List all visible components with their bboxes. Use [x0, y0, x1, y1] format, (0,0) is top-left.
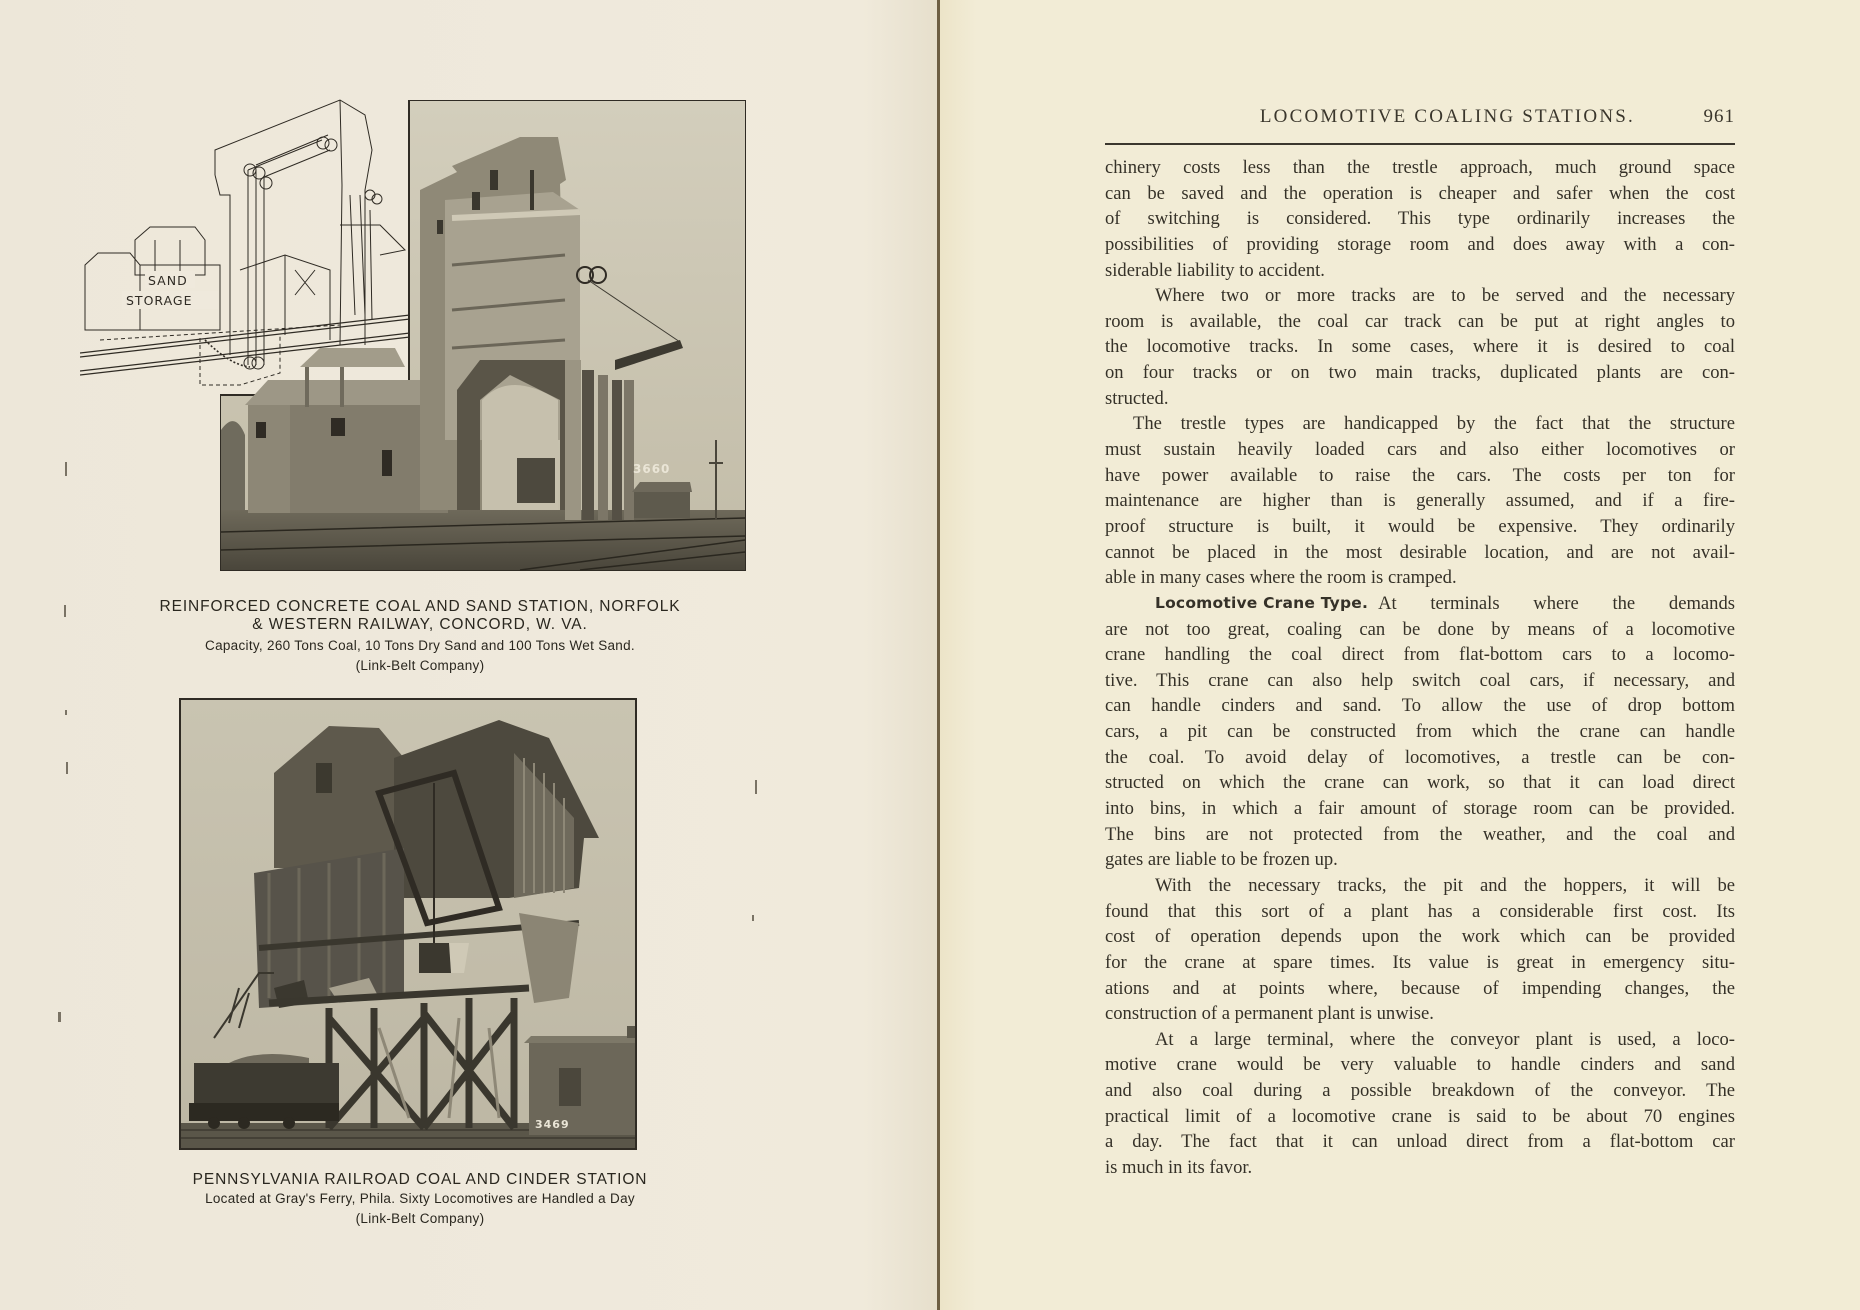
caption-credit: (Link-Belt Company)	[355, 658, 485, 673]
text-line: The trestle types are handicapped by the fact that the structure	[1133, 413, 1735, 435]
margin-speck	[752, 915, 754, 921]
photo-number: 3660	[633, 462, 671, 476]
text-line: able in many cases where the room is cramped.	[1105, 567, 1457, 589]
text-line: With the necessary tracks, the pit and the hoppers, it will be	[1155, 874, 1735, 896]
text-line: crane handling the coal direct from flat-bottom cars to a locomo-	[1105, 644, 1735, 666]
figure-norfolk-western-station	[80, 95, 760, 575]
text-line: maintenance are higher than is generally assumed, and if a fire-	[1105, 490, 1735, 512]
header-rule	[1105, 143, 1735, 145]
text-line: have power available to raise the cars. The costs per ton for	[1105, 464, 1735, 486]
margin-speck	[66, 762, 68, 774]
text-line: Where two or more tracks are to be served and the necessary	[1155, 285, 1735, 307]
diagram-sand-storage-elevator	[80, 95, 410, 391]
caption-title-line1: PENNSYLVANIA RAILROAD COAL AND CINDER STATION	[192, 1171, 648, 1188]
text-line: cost of operation depends upon the work which can be provided	[1105, 926, 1735, 948]
text-line: cars, a pit can be constructed from which the crane can handle	[1105, 721, 1735, 743]
text-line: tive. This crane can also help switch coal cars, if necessary, and	[1105, 669, 1735, 691]
photo-pennsylvania-coal-cinder-station	[179, 698, 637, 1150]
text-line: is much in its favor.	[1105, 1156, 1253, 1178]
caption-norfolk-western	[80, 598, 760, 676]
diagram-label-storage: STORAGE	[126, 293, 193, 308]
text-line: must sustain heavily loaded cars and also either locomotives or	[1105, 439, 1735, 461]
text-line: for the crane at spare times. Its value is great in emergency situ-	[1105, 951, 1735, 973]
text-line: gates are liable to be frozen up.	[1105, 849, 1338, 871]
text-line: the locomotive tracks. In some cases, where it is desired to coal	[1105, 336, 1735, 358]
text-line: can handle cinders and sand. To allow the use of drop bottom	[1105, 695, 1735, 717]
text-line: of switching is considered. This type ordinarily increases the	[1105, 208, 1735, 230]
text-line: ations and at points where, because of impending changes, the	[1105, 977, 1735, 999]
text-line: At a large terminal, where the conveyor plant is used, a loco-	[1155, 1028, 1735, 1050]
text-line: a day. The fact that it can unload direct from a flat-bottom car	[1105, 1131, 1735, 1153]
text-line: the coal. To avoid delay of locomotives, a trestle can be con-	[1105, 746, 1735, 768]
caption-title-line1: REINFORCED CONCRETE COAL AND SAND STATION, NORFOLK	[159, 598, 681, 615]
text-line: room is available, the coal car track can be put at right angles to	[1105, 310, 1735, 332]
text-line: practical limit of a locomotive crane is said to be about 70 engines	[1105, 1105, 1735, 1127]
text-line: possibilities of providing storage room and does away with a con-	[1105, 233, 1735, 255]
text-line: into bins, in which a fair amount of storage room can be provided.	[1105, 798, 1735, 820]
text-line: siderable liability to accident.	[1105, 259, 1325, 281]
caption-subtitle: Capacity, 260 Tons Coal, 10 Tons Dry Sand and 100 Tons Wet Sand.	[205, 638, 635, 653]
running-head	[1105, 106, 1735, 136]
caption-title-line2: & WESTERN RAILWAY, CONCORD, W. VA.	[252, 616, 588, 633]
text-line: construction of a permanent plant is unwise.	[1105, 1003, 1434, 1025]
text-line-with-heading	[1105, 591, 1735, 617]
margin-speck	[64, 605, 66, 617]
text-line: motive crane would be very valuable to handle cinders and sand	[1105, 1054, 1735, 1076]
text-line: can be saved and the operation is cheaper and safer when the cost	[1105, 182, 1735, 204]
text-line: on four tracks or on two main tracks, duplicated plants are con-	[1105, 362, 1735, 384]
caption-pennsylvania	[80, 1171, 760, 1229]
caption-credit: (Link-Belt Company)	[355, 1211, 485, 1226]
caption-subtitle: Located at Gray's Ferry, Phila. Sixty Locomotives are Handled a Day	[205, 1191, 635, 1206]
section-heading-locomotive-crane-type: Locomotive Crane Type.	[1155, 593, 1369, 612]
text-line: chinery costs less than the trestle approach, much ground space	[1105, 157, 1735, 178]
text-line: cannot be placed in the most desirable location, and are not avail-	[1105, 541, 1735, 563]
text-line: structed.	[1105, 387, 1169, 409]
text-line: are not too great, coaling can be done by means of a locomotive	[1105, 618, 1735, 640]
text-line: structed on which the crane can work, so that it can load direct	[1105, 772, 1735, 794]
margin-speck	[65, 462, 67, 476]
page-number: 961	[1703, 106, 1735, 127]
text-line: At terminals where the demands	[1378, 592, 1735, 614]
diagram-label-sand: SAND	[148, 273, 188, 288]
text-line: The bins are not protected from the weather, and the coal and	[1105, 823, 1735, 845]
body-text	[1105, 155, 1735, 1181]
photo-number: 3469	[535, 1118, 570, 1131]
margin-speck	[58, 1012, 61, 1022]
text-line: proof structure is built, it would be expensive. They ordinarily	[1105, 515, 1735, 537]
running-head-title: LOCOMOTIVE COALING STATIONS.	[1259, 106, 1635, 127]
margin-speck	[65, 710, 67, 715]
text-line: found that this sort of a plant has a considerable first cost. Its	[1105, 900, 1735, 922]
text-line: and also coal during a possible breakdown of the conveyor. The	[1105, 1080, 1735, 1102]
margin-speck	[755, 780, 757, 794]
